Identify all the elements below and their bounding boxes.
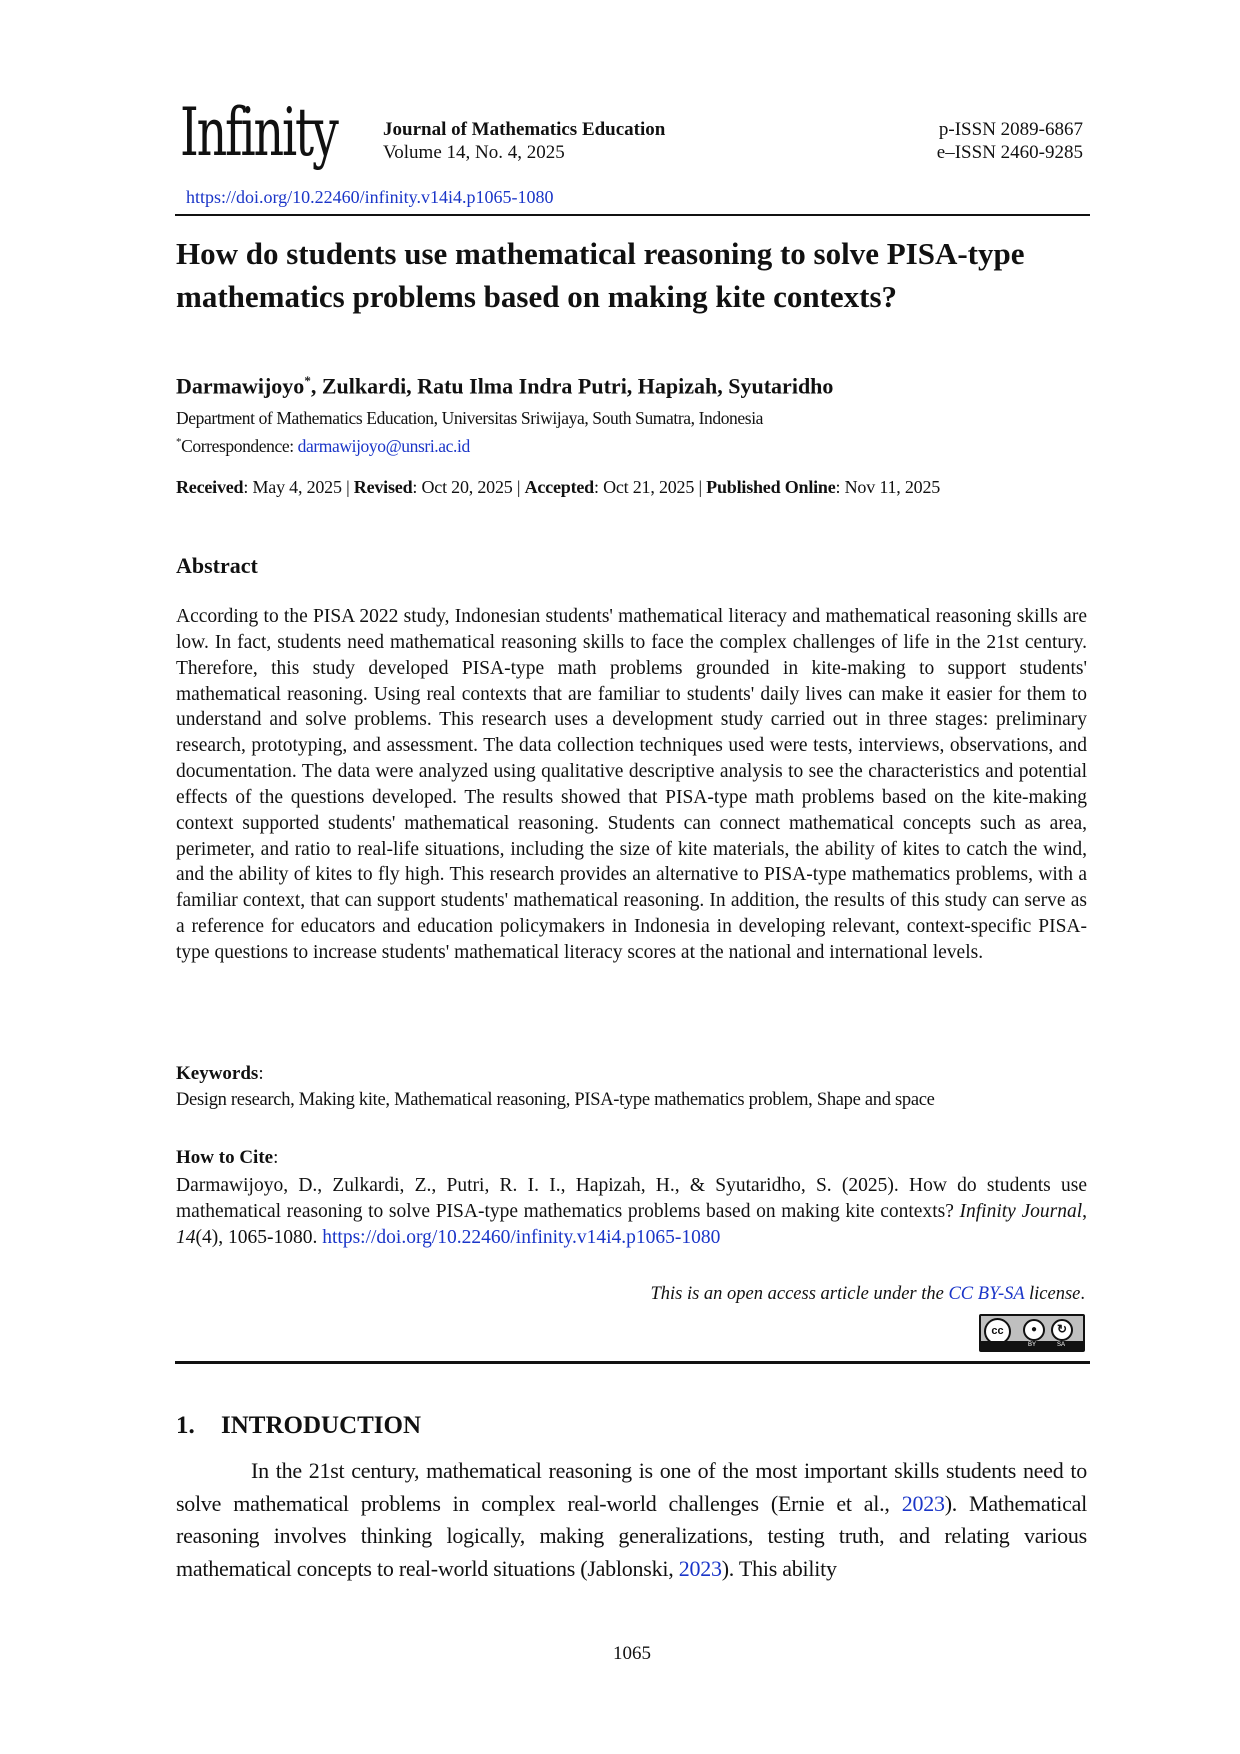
section-title: INTRODUCTION <box>221 1412 422 1439</box>
accepted-date: : Oct 21, 2025 | <box>593 477 707 497</box>
corresponding-mark: * <box>304 373 311 388</box>
intro-text-2: ). Mathematical reasoning involves thinking logically, making generalizations, testing truth, and relating various mathematical concepts to real-world situations (Jablonski, <box>176 1490 1087 1581</box>
by-label: BY <box>1028 1342 1037 1348</box>
other-authors: , Zulkardi, Ratu Ilma Indra Putri, Hapizah, Syutaridho <box>310 373 834 399</box>
published-label: Published Online <box>706 477 836 497</box>
accepted-label: Accepted <box>524 477 594 497</box>
article-dates <box>176 477 940 498</box>
open-access-notice <box>650 1284 1085 1305</box>
page-number: 1065 <box>613 1643 651 1664</box>
revised-label: Revised <box>353 477 413 497</box>
cc-icon: cc <box>984 1318 1011 1345</box>
affiliation: Department of Mathematics Education, Universitas Sriwijaya, South Sumatra, Indonesia <box>176 408 764 428</box>
header-doi-link[interactable]: https://doi.org/10.22460/infinity.v14i4.p1065-1080 <box>186 187 554 207</box>
abstract-text: According to the PISA 2022 study, Indonesian students' mathematical literacy and mathematical reasoning skills are low. In fact, students need mathematical reasoning skills to face the complex challenges of life in the 21st century. Therefore, this study developed PISA-type math problems grounded in kite-making to support students' mathematical reasoning. Using real contexts that are familiar to students' daily lives can make it easier for them to understand and solve problems. This research uses a development study carried out in three stages: preliminary research, prototyping, and assessment. The data collection techniques used were tests, interviews, observations, and documentation. The data were analyzed using qualitative descriptive analysis to see the characteristics and potential effects of the questions developed. The results showed that PISA-type math problems based on the kite-making context supported students' mathematical reasoning. Students can connect mathematical concepts such as area, perimeter, and ratio to real-life situations, including the size of kite materials, the ability of kites to catch the wind, and the ability of kites to fly high. This research provides an alternative to PISA-type mathematics problems, with a familiar context, that can support students' mathematical reasoning. In addition, the results of this study can serve as a reference for educators and education policymakers in Indonesia in developing relevant, context-specific PISA-type questions to increase students' mathematical literacy scores at the national and international levels. <box>176 606 1087 963</box>
published-date: : Nov 11, 2025 <box>835 477 941 497</box>
keywords-label: Keywords <box>176 1063 259 1084</box>
intro-text-1: In the 21st century, mathematical reasoning is one of the most important skills students need to solve mathematical problems in complex real-world challenges (Ernie et al., <box>176 1458 1087 1516</box>
license-prefix: This is an open access article under the <box>650 1284 949 1304</box>
keywords-heading <box>176 1063 264 1085</box>
license-suffix: license <box>1024 1284 1081 1304</box>
citation-sep: , <box>1082 1201 1087 1222</box>
citation-doi-link[interactable]: https://doi.org/10.22460/infinity.v14i4.p1065-1080 <box>322 1227 721 1248</box>
p-issn: p-ISSN 2089-6867 <box>938 119 1083 140</box>
header-divider <box>175 214 1090 216</box>
citation-volume: 14 <box>176 1227 196 1248</box>
first-author: Darmawijoyo <box>176 373 305 399</box>
keywords-text: Design research, Making kite, Mathematical reasoning, PISA-type mathematics problem, Shape and space <box>176 1090 935 1110</box>
license-period: . <box>1080 1284 1085 1304</box>
citation-text <box>176 1173 1087 1251</box>
citation-start: Darmawijoyo, D., Zulkardi, Z., Putri, R. I. I., Hapizah, H., & Syutaridho, S. (2025). How do students use mathematical reasoning to solve PISA-type mathematics problems based on making kite contexts? <box>176 1175 1087 1222</box>
citation-issue-pages: (4), 1065-1080. <box>195 1227 323 1248</box>
keywords-colon: : <box>258 1063 264 1084</box>
citation-link-jablonski[interactable]: 2023 <box>678 1555 722 1581</box>
journal-volume: Volume 14, No. 4, 2025 <box>383 142 565 163</box>
introduction-paragraph <box>176 1455 1087 1585</box>
citation-link-ernie[interactable]: 2023 <box>901 1490 945 1516</box>
journal-name: Journal of Mathematics Education <box>383 119 666 140</box>
correspondence-label: Correspondence: <box>181 435 298 456</box>
correspondence-mark: * <box>176 436 182 448</box>
share-alike-icon: ↻ <box>1051 1319 1073 1341</box>
journal-logo: Infinity <box>180 94 337 171</box>
author-list <box>176 373 833 399</box>
cite-label: How to Cite <box>176 1147 274 1168</box>
received-label: Received <box>176 477 244 497</box>
received-date: : May 4, 2025 | <box>243 477 354 497</box>
issn-block <box>937 118 1083 164</box>
journal-info <box>383 118 665 164</box>
section-number: 1. <box>176 1412 195 1439</box>
e-issn: e–ISSN 2460-9285 <box>936 142 1083 163</box>
introduction-heading <box>176 1412 421 1440</box>
attribution-icon: ● <box>1023 1319 1045 1341</box>
correspondence-email-link[interactable]: darmawijoyo@unsri.ac.id <box>297 435 470 456</box>
abstract-heading: Abstract <box>176 553 258 578</box>
article-title: How do students use mathematical reasoning to solve PISA-type mathematics problems based on making kite contexts? <box>176 236 1025 314</box>
license-link[interactable]: CC BY-SA <box>948 1284 1025 1304</box>
cite-heading <box>176 1147 278 1169</box>
intro-text-3: ). This ability <box>721 1555 837 1581</box>
sa-label: SA <box>1057 1342 1066 1348</box>
cc-by-sa-badge[interactable] <box>979 1314 1085 1352</box>
cite-colon: : <box>273 1147 279 1168</box>
citation-journal: Infinity Journal <box>959 1201 1083 1222</box>
revised-date: : Oct 20, 2025 | <box>412 477 525 497</box>
affiliation-block <box>176 406 763 458</box>
section-divider <box>175 1361 1090 1364</box>
correspondence <box>176 430 763 458</box>
cc-badge-bar <box>981 1341 1083 1350</box>
